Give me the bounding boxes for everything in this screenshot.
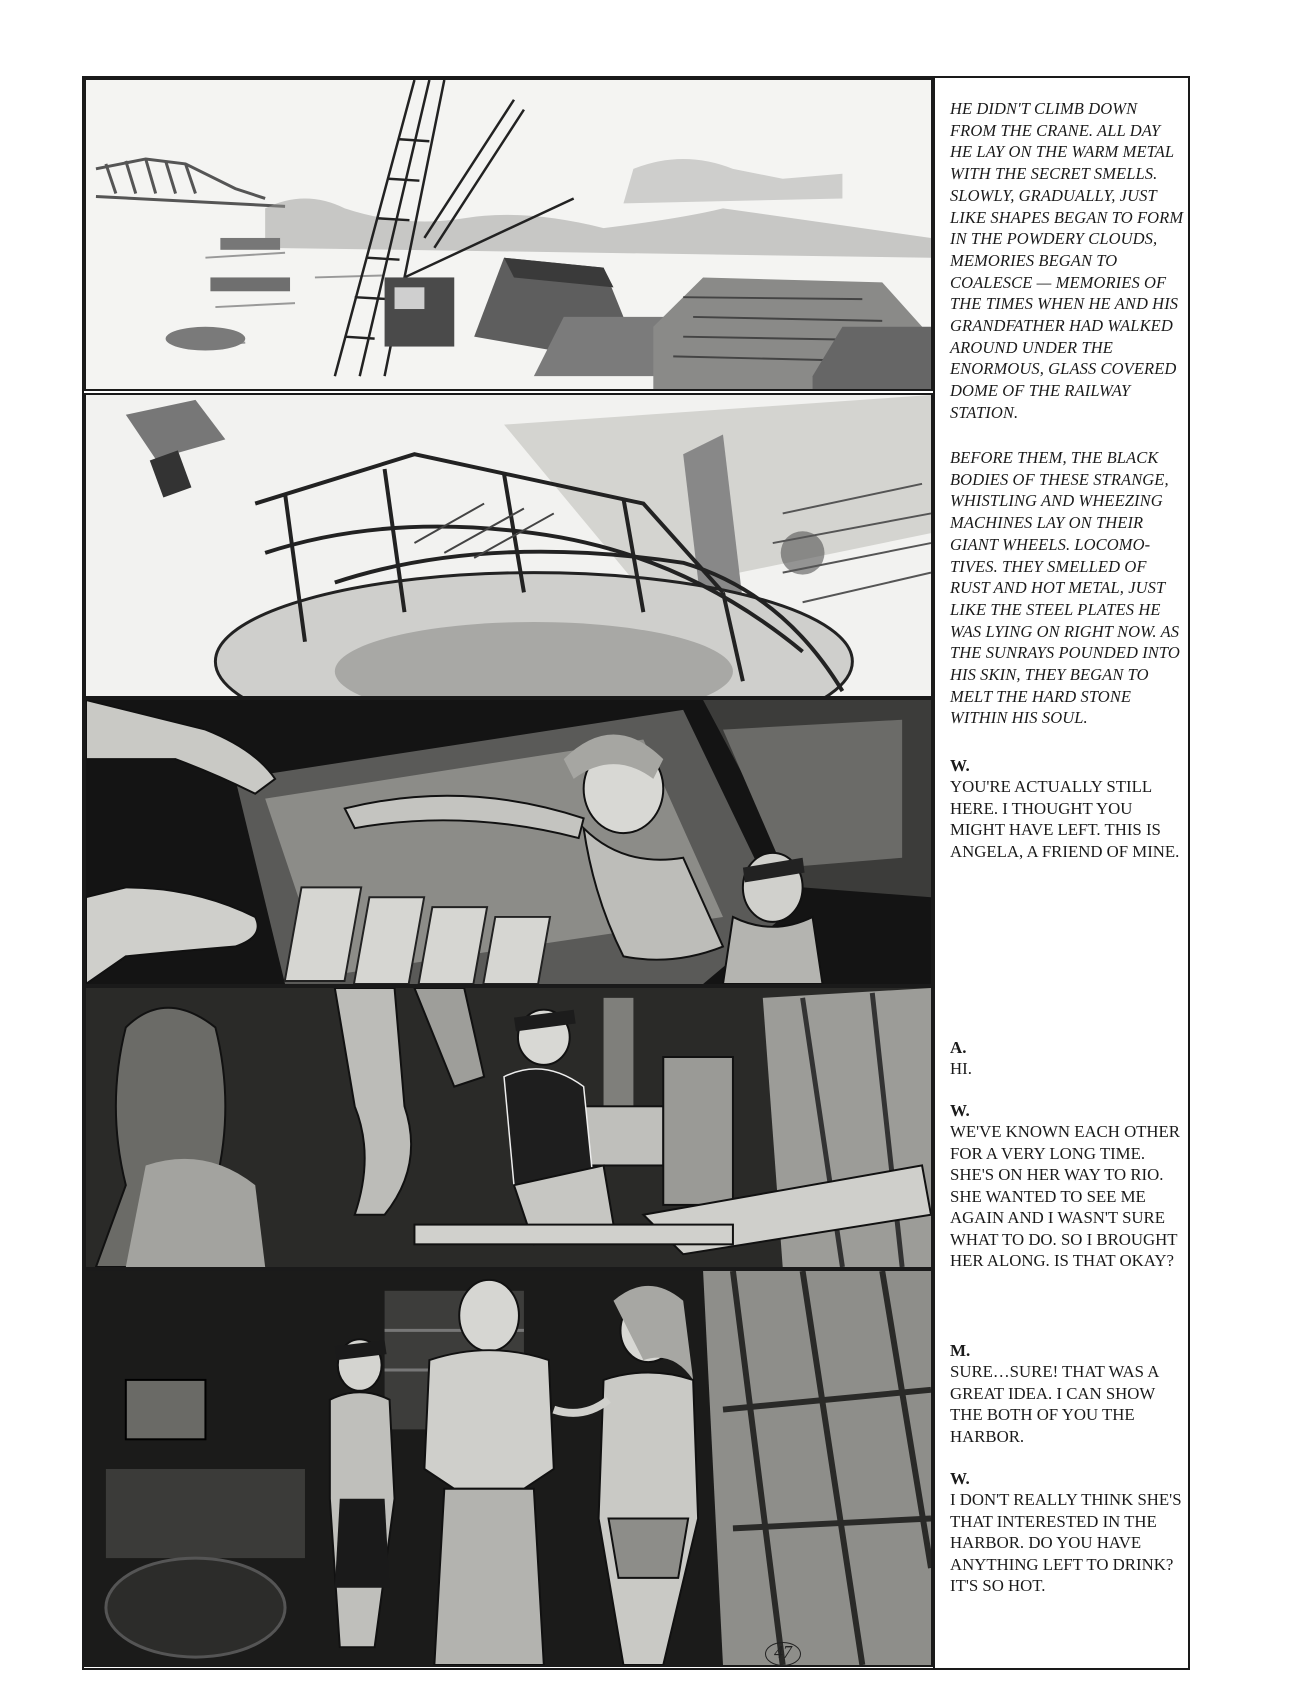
caption-narration-2	[950, 447, 1185, 729]
dialogue-text: SURE…SURE! THAT WAS A GREAT IDEA. I CAN SHOW THE BOTH OF YOU THE HARBOR.	[950, 1362, 1159, 1446]
caption-narration-1	[950, 98, 1185, 424]
narration-text-1: HE DIDN'T CLIMB DOWN FROM THE CRANE. ALL DAY HE LAY ON THE WARM METAL WITH THE SECRET SMELLS. SLOWLY, GRADUALLY, JUST LIKE SHAPES BEGAN TO FORM IN THE POWDERY CLOUDS, MEMORIES BEGAN TO COALESCE — MEMORIES OF THE TIMES WHEN HE AND HIS GRANDFATHER HAD WALKED AROUND UNDER THE ENORMOUS, GLASS COVERED DOME OF THE RAILWAY STATION.	[950, 99, 1184, 422]
dialogue-text: I DON'T REALLY THINK SHE'S THAT INTERESTED IN THE HARBOR. DO YOU HAVE ANYTHING LEFT TO DRINK? IT'S SO HOT.	[950, 1490, 1182, 1595]
dialogue-m-1	[950, 1340, 1185, 1447]
dialogue-w-3	[950, 1468, 1185, 1597]
speaker-label: W.	[950, 1469, 970, 1488]
panel-1-harbor-crane	[84, 78, 933, 391]
column-divider	[933, 76, 935, 1670]
dialogue-text: YOU'RE ACTUALLY STILL HERE. I THOUGHT YOU MIGHT HAVE LEFT. THIS IS ANGELA, A FRIEND OF MINE.	[950, 777, 1180, 861]
panel-1-illustration	[86, 80, 931, 389]
panel-5-three-figures	[84, 1269, 933, 1667]
dialogue-w-1	[950, 755, 1185, 862]
dialogue-w-2	[950, 1100, 1185, 1272]
panel-3-illustration	[86, 700, 931, 984]
speaker-label: M.	[950, 1341, 971, 1360]
panel-5-illustration	[86, 1271, 931, 1665]
dialogue-text: HI.	[950, 1059, 972, 1078]
panel-4-illustration	[86, 988, 931, 1267]
page-number: 47	[763, 1641, 803, 1665]
speaker-label: W.	[950, 1101, 970, 1120]
panel-2-illustration	[86, 395, 931, 696]
speaker-label: A.	[950, 1038, 967, 1057]
dialogue-a-1	[950, 1037, 1185, 1080]
speaker-label: W.	[950, 756, 970, 775]
panel-4-cab-interior	[84, 986, 933, 1269]
dialogue-text: WE'VE KNOWN EACH OTHER FOR A VERY LONG TIME. SHE'S ON HER WAY TO RIO. SHE WANTED TO SEE ME AGAIN AND I WASN'T SURE WHAT TO DO. SO I BROUGHT HER ALONG. IS THAT OKAY?	[950, 1122, 1180, 1270]
narration-text-2: BEFORE THEM, THE BLACK BODIES OF THESE STRANGE, WHISTLING AND WHEEZING MACHINES LAY ON THEIR GIANT WHEELS. LOCOMO-TIVES. THEY SMELLED OF RUST AND HOT METAL, JUST LIKE THE STEEL PLATES HE WAS LYING ON RIGHT NOW. AS THE SUNRAYS POUNDED INTO HIS SKIN, THEY BEGAN TO MELT THE HARD STONE WITHIN HIS SOUL.	[950, 448, 1180, 728]
panel-2-crane-railing	[84, 393, 933, 698]
panel-3-woman-climbing	[84, 698, 933, 986]
